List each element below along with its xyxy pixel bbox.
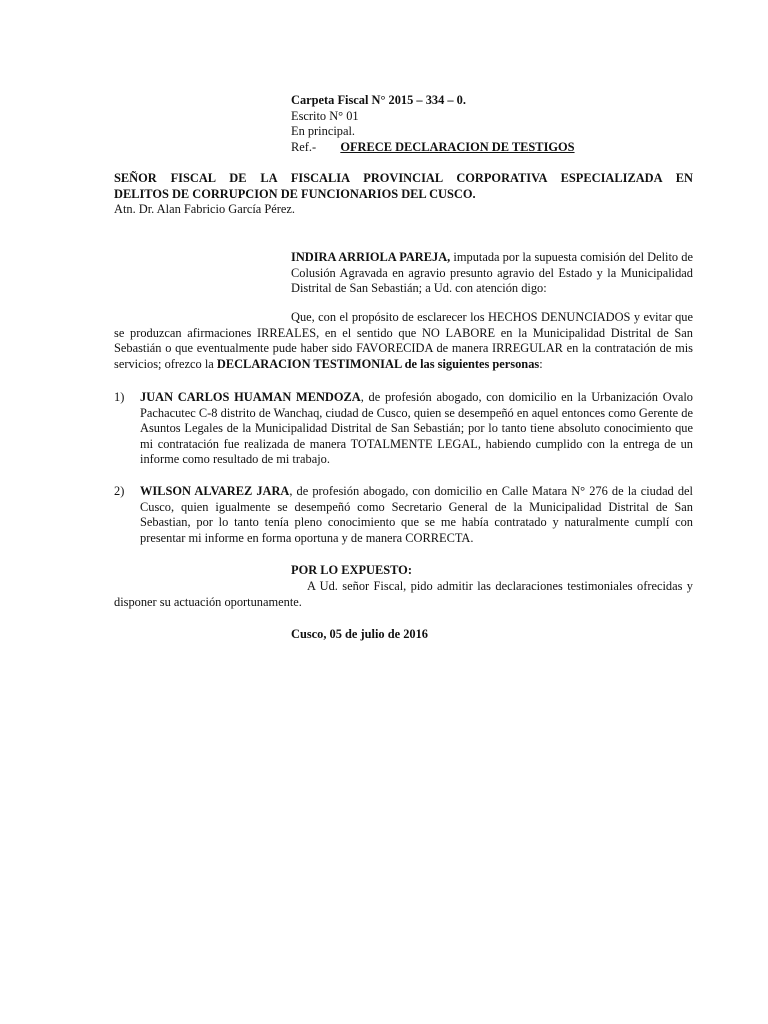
witness-name: JUAN CARLOS HUAMAN MENDOZA [140,390,361,404]
witness-text [140,484,693,546]
testimonial-offer: DECLARACION TESTIMONIAL de las siguientes personas [216,356,540,371]
witness-name: WILSON ALVAREZ JARA [140,484,290,498]
reference-subject: OFRECE DECLARACION DE TESTIGOS [340,139,575,154]
reference-label: Ref.- [291,139,317,154]
main-paragraph [114,310,693,372]
main-paragraph-end: : [539,356,543,371]
en-principal: En principal. [291,124,355,139]
addressee-block [114,171,693,218]
witness-text [140,390,693,468]
case-number: Carpeta Fiscal N° 2015 – 334 – 0. [291,93,466,107]
witness-item [114,390,693,468]
defendant-name: INDIRA ARRIOLA PAREJA, [291,250,451,264]
reference-line [291,140,611,156]
closing-heading: POR LO EXPUESTO: [291,563,412,577]
witness-item [114,484,693,546]
intro-text: imputada por la supuesta comisión del Delito de Colusión Agravada en agravio presunto agravio del Estado y la Municipalidad Distrital de San Sebastián; a Ud. con atención digo: [291,250,693,296]
witness-number: 1) [114,390,125,404]
attention-line: Atn. Dr. Alan Fabricio García Pérez. [114,202,295,217]
closing-paragraph: A Ud. señor Fiscal, pido admitir las declaraciones testimoniales ofrecidas y disponer su actuación oportunamente. [114,579,693,609]
escrito-number: Escrito N° 01 [291,108,359,123]
witness-description: , de profesión abogado, con domicilio en Calle Matara N° 276 de la ciudad del Cusco, quien igualmente se desempeñó como Secretario General de la Municipalidad Distrital de San Sebastian, por lo tanto tenía pleno conocimiento que se me había contratado y naturalmente cumplí con presentar mi informe en forma oportuna y de manera CORRECTA. [140,484,693,545]
intro-paragraph [291,250,693,297]
witness-description: , de profesión abogado, con domicilio en la Urbanización Ovalo Pachacutec C-8 distrito de Wanchaq, ciudad de Cusco, quien se desempeñó en aquel entonces como Gerente de Asuntos Legales de la Municipalidad Distrital de San Sebastián; por lo tanto tiene absoluto conocimiento que mi contratación fue realizada de manera TOTALMENTE LEGAL, habiendo cumplido con la entrega de un informe como resultado de mi trabajo. [140,390,693,467]
document-date: Cusco, 05 de julio de 2016 [291,627,428,641]
main-paragraph-text: Que, con el propósito de esclarecer los HECHOS DENUNCIADOS y evitar que se produzcan afirmaciones IRREALES, en el sentido que NO LABORE en la Municipalidad Distrital de San Sebastián o que eventualmente pude haber sido FAVORECIDA de manera IRREGULAR en la contratación de mis servicios; ofrezco la [114,310,693,371]
case-header [291,93,611,155]
addressee-line-1: SEÑOR FISCAL DE LA FISCALIA PROVINCIAL CORPORATIVA ESPECIALIZADA EN [114,171,693,185]
witness-number: 2) [114,484,125,498]
addressee-line-2: DELITOS DE CORRUPCION DE FUNCIONARIOS DEL CUSCO. [114,186,476,201]
